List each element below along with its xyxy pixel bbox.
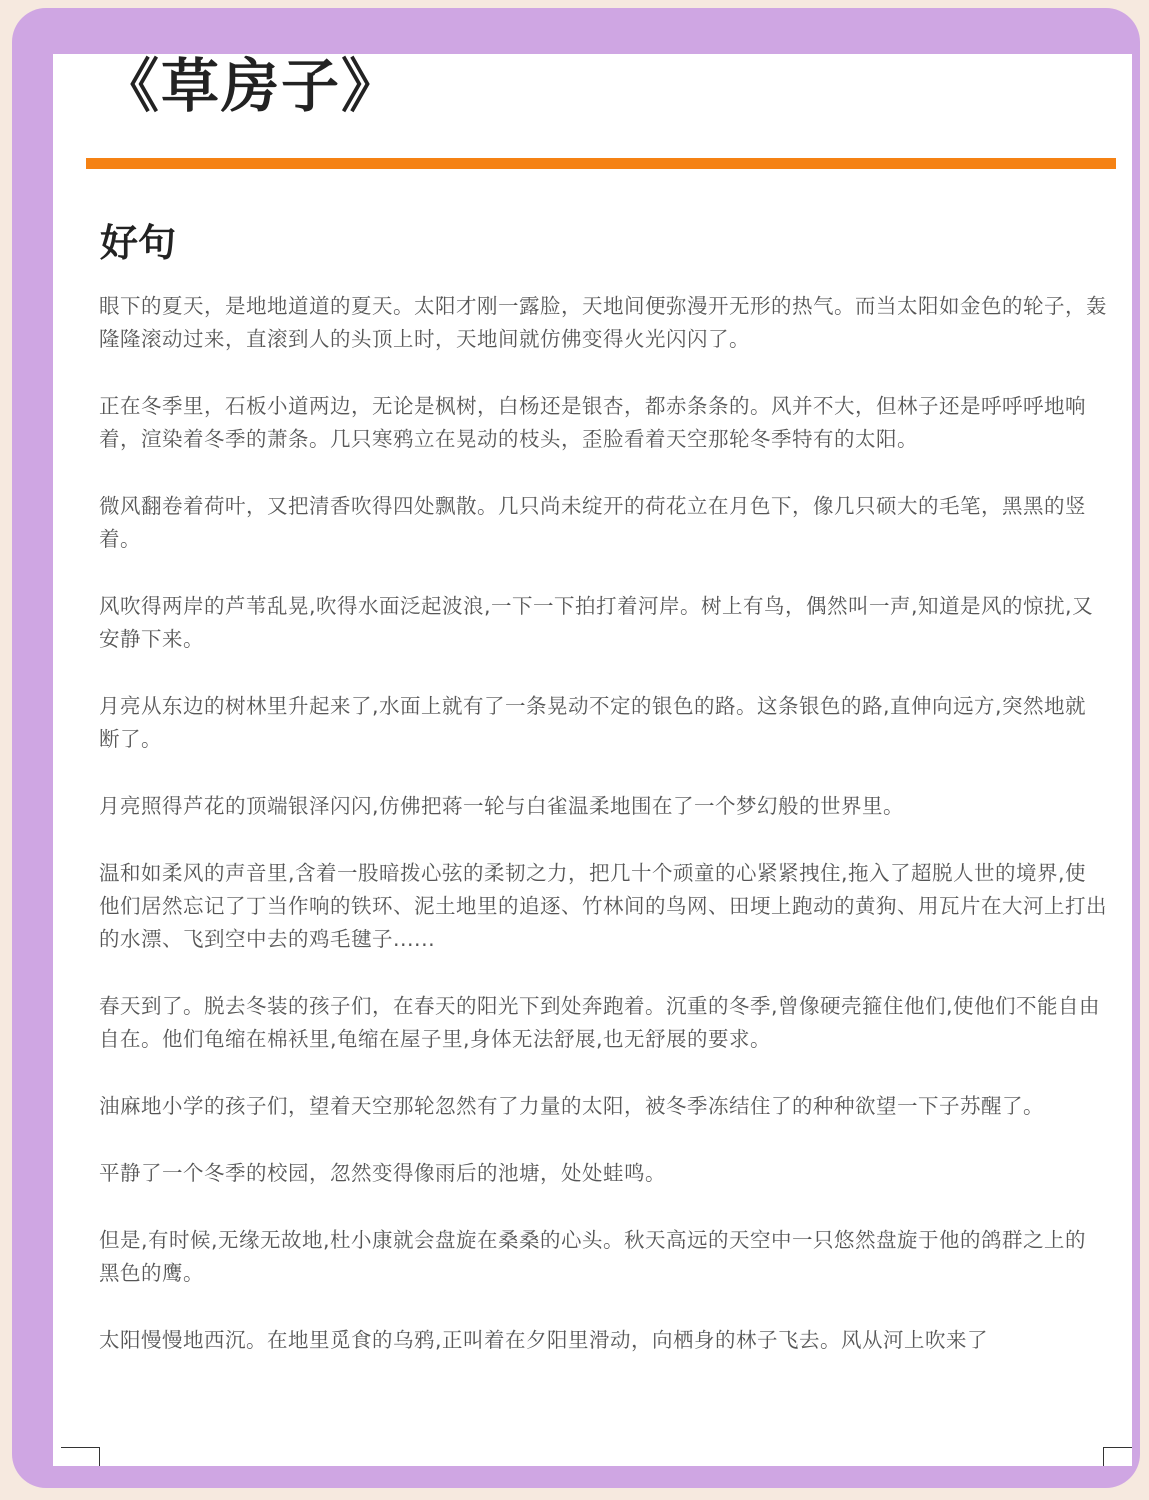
title-divider [86,158,1116,169]
paragraph: 月亮从东边的树林里升起来了,水面上就有了一条晃动不定的银色的路。这条银色的路,直伸向远方,突然地就断了。 [99,694,1087,751]
body-text [99,290,1107,1391]
paragraph: 平静了一个冬季的校园，忽然变得像雨后的池塘，处处蛙鸣。 [99,1161,666,1185]
outer-frame [12,8,1140,1488]
document-title: 《草房子》 [101,54,402,120]
paragraph: 风吹得两岸的芦苇乱晃,吹得水面泛起波浪,一下一下拍打着河岸。树上有鸟，偶然叫一声,知道是风的惊扰,又安静下来。 [99,594,1094,651]
paragraph: 正在冬季里，石板小道两边，无论是枫树，白杨还是银杏，都赤条条的。风并不大，但林子还是呼呼呼地响着，渲染着冬季的萧条。几只寒鸦立在晃动的枝头，歪脸看着天空那轮冬季特有的太阳。 [99,394,1086,451]
crop-mark-right [1103,1447,1132,1466]
paragraph: 太阳慢慢地西沉。在地里觅食的乌鸦,正叫着在夕阳里滑动，向栖身的林子飞去。风从河上吹来了 [99,1328,989,1352]
crop-mark-left [61,1447,100,1466]
paragraph: 但是,有时候,无缘无故地,杜小康就会盘旋在桑桑的心头。秋天高远的天空中一只悠然盘旋于他的鸽群之上的黑色的鹰。 [99,1228,1087,1285]
paragraph: 眼下的夏天，是地地道道的夏天。太阳才刚一露脸，天地间便弥漫开无形的热气。而当太阳如金色的轮子，轰隆隆滚动过来，直滚到人的头顶上时，天地间就仿佛变得火光闪闪了。 [99,294,1107,351]
document-page [53,54,1132,1466]
section-heading: 好句 [100,221,177,265]
paragraph: 春天到了。脱去冬装的孩子们，在春天的阳光下到处奔跑着。沉重的冬季,曾像硬壳箍住他们,使他们不能自由自在。他们龟缩在棉袄里,龟缩在屋子里,身体无法舒展,也无舒展的要求。 [99,994,1101,1051]
paragraph: 月亮照得芦花的顶端银泽闪闪,仿佛把蒋一轮与白雀温柔地围在了一个梦幻般的世界里。 [99,794,905,818]
paragraph: 温和如柔风的声音里,含着一股暗拨心弦的柔韧之力，把几十个顽童的心紧紧拽住,拖入了超脱人世的境界,使他们居然忘记了丁当作响的铁环、泥土地里的追逐、竹林间的鸟网、田埂上跑动的黄狗、用瓦片在大河上打出的水漂、飞到空中去的鸡毛毽子...... [99,861,1107,951]
paragraph: 油麻地小学的孩子们，望着天空那轮忽然有了力量的太阳，被冬季冻结住了的种种欲望一下子苏醒了。 [99,1094,1044,1118]
paragraph: 微风翻卷着荷叶，又把清香吹得四处飘散。几只尚未绽开的荷花立在月色下，像几只硕大的毛笔，黑黑的竖着。 [99,494,1086,551]
